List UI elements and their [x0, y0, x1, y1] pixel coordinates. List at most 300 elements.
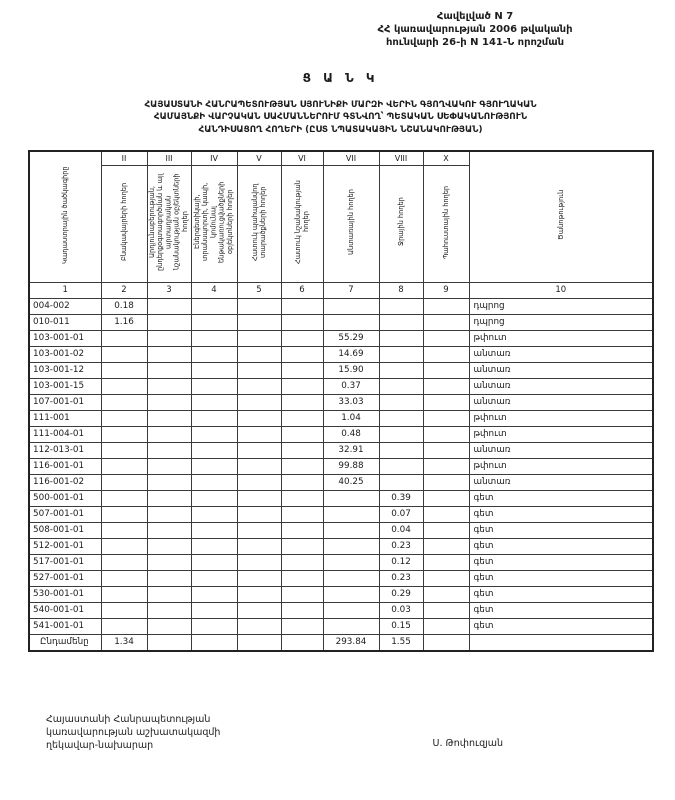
- cell: [423, 346, 469, 362]
- cell: 111-004-01: [29, 426, 101, 442]
- cell: [281, 506, 323, 522]
- col-header-text: Պահուստային հողեր: [441, 185, 450, 259]
- totals-cell: 1.55: [379, 634, 423, 651]
- cell: [147, 314, 191, 330]
- appendix-line: հունվարի 26-ի N 141-Ն որոշման: [385, 37, 565, 48]
- totals-cell: [423, 634, 469, 651]
- cell: 507-001-01: [29, 506, 101, 522]
- col-header-text: Էներգետիկայի, տրանսպորտի, կապի, կոմունալ ենթակառուցվածքների օբյեկտների հողեր: [193, 181, 235, 263]
- cell: [379, 346, 423, 362]
- col-numeral: IV: [191, 151, 237, 166]
- cell: [379, 474, 423, 490]
- cell: [191, 506, 237, 522]
- table-row: [29, 442, 653, 458]
- cell: [237, 298, 281, 314]
- cell: 15.90: [323, 362, 379, 378]
- cell: [323, 490, 379, 506]
- cell: [101, 410, 147, 426]
- cell: [237, 522, 281, 538]
- cell: [423, 570, 469, 586]
- table-row: [29, 394, 653, 410]
- cell: անտառ: [469, 442, 653, 458]
- col-header: [237, 165, 281, 282]
- cell: [281, 490, 323, 506]
- cell: [191, 586, 237, 602]
- totals-cell: Ընդամենը: [29, 634, 101, 651]
- cell: 0.15: [379, 618, 423, 634]
- cell: [147, 474, 191, 490]
- cell: գետ: [469, 586, 653, 602]
- col-header-note: [469, 151, 653, 283]
- cell: [101, 346, 147, 362]
- col-number: 3: [147, 282, 191, 298]
- cell: [101, 554, 147, 570]
- cell: գետ: [469, 554, 653, 570]
- cell: [423, 442, 469, 458]
- col-number: 8: [379, 282, 423, 298]
- col-number: 4: [191, 282, 237, 298]
- cell: թփուտ: [469, 426, 653, 442]
- cell: 0.23: [379, 570, 423, 586]
- cell: անտառ: [469, 378, 653, 394]
- cell: [147, 538, 191, 554]
- cell: [147, 554, 191, 570]
- cell: [281, 586, 323, 602]
- col-header-text: Հատուկ նշանակության հողեր: [293, 180, 310, 264]
- cell: 500-001-01: [29, 490, 101, 506]
- cell: [101, 330, 147, 346]
- cell: 0.04: [379, 522, 423, 538]
- cell: [101, 522, 147, 538]
- cell: 103-001-15: [29, 378, 101, 394]
- cell: [101, 538, 147, 554]
- table-row: [29, 538, 653, 554]
- col-number: 9: [423, 282, 469, 298]
- cell: [191, 602, 237, 618]
- col-numeral: VIII: [379, 151, 423, 166]
- cell: [237, 474, 281, 490]
- cell: [191, 362, 237, 378]
- cell: 32.91: [323, 442, 379, 458]
- cell: [323, 538, 379, 554]
- col-numeral: V: [237, 151, 281, 166]
- table-row: [29, 570, 653, 586]
- column-number-row: [29, 282, 653, 298]
- cell: [281, 458, 323, 474]
- subtitle-line: ՀԱՅԱՍՏԱՆԻ ՀԱՆՐԱՊԵՏՈՒԹՅԱՆ ՍՅՈՒՆԻՔԻ ՄԱՐԶԻ ՎԵՐԻՆ ԳՅՈՂՎԱԿՈՒ ԳՅՈՒՂԱԿԱՆ: [144, 100, 537, 110]
- cell: [423, 378, 469, 394]
- col-number: 7: [323, 282, 379, 298]
- cell: [281, 554, 323, 570]
- cell: 0.39: [379, 490, 423, 506]
- cell: [423, 522, 469, 538]
- cell: [423, 474, 469, 490]
- cell: [101, 394, 147, 410]
- cell: [323, 602, 379, 618]
- cell: [101, 474, 147, 490]
- col-header-text: Արդյունաբերության, ընդերքօգտագործման և այլ արտադրական նշանակության օբյեկտների հողեր: [148, 173, 190, 271]
- cell: [281, 442, 323, 458]
- cell: թփուտ: [469, 330, 653, 346]
- cell: 0.18: [101, 298, 147, 314]
- totals-cell: [147, 634, 191, 651]
- cell: [147, 394, 191, 410]
- signatory-title-line: ղեկավար-նախարար: [46, 739, 154, 751]
- cell: 40.25: [323, 474, 379, 490]
- col-number: 2: [101, 282, 147, 298]
- cell: 0.03: [379, 602, 423, 618]
- cell: գետ: [469, 506, 653, 522]
- cell: գետ: [469, 490, 653, 506]
- cell: [101, 618, 147, 634]
- cell: 99.88: [323, 458, 379, 474]
- cell: գետ: [469, 538, 653, 554]
- col-header: [379, 165, 423, 282]
- cell: [423, 394, 469, 410]
- cell: 517-001-01: [29, 554, 101, 570]
- cell: թփուտ: [469, 410, 653, 426]
- cell: 0.07: [379, 506, 423, 522]
- cell: [191, 554, 237, 570]
- cell: [281, 538, 323, 554]
- cell: [147, 346, 191, 362]
- cell: անտառ: [469, 474, 653, 490]
- cell: [147, 490, 191, 506]
- cell: [191, 330, 237, 346]
- cell: 0.23: [379, 538, 423, 554]
- cell: [281, 474, 323, 490]
- cell: [423, 314, 469, 330]
- cell: [281, 410, 323, 426]
- cell: 527-001-01: [29, 570, 101, 586]
- footer: [28, 714, 653, 752]
- cell: [281, 378, 323, 394]
- cell: գետ: [469, 570, 653, 586]
- cell: [323, 298, 379, 314]
- cell: 33.03: [323, 394, 379, 410]
- cell: [147, 330, 191, 346]
- cell: [423, 602, 469, 618]
- cell: անտառ: [469, 394, 653, 410]
- cell: [147, 426, 191, 442]
- cell: [237, 586, 281, 602]
- col-header: [147, 165, 191, 282]
- col-header: [101, 165, 147, 282]
- cell: [237, 618, 281, 634]
- cell: [379, 362, 423, 378]
- cell: [147, 378, 191, 394]
- cell: դպրոց: [469, 298, 653, 314]
- table-header: [29, 151, 653, 299]
- cell: [323, 586, 379, 602]
- cell: գետ: [469, 618, 653, 634]
- col-number: 1: [29, 282, 101, 298]
- cell: [379, 426, 423, 442]
- cell: [147, 458, 191, 474]
- table-row: [29, 330, 653, 346]
- cell: [237, 490, 281, 506]
- signatory-title-line: Հայաստանի Հանրապետության: [46, 713, 211, 725]
- document-title: Ց Ա Ն Կ: [302, 71, 379, 85]
- cell: [191, 618, 237, 634]
- cell: [101, 602, 147, 618]
- totals-cell: [191, 634, 237, 651]
- table-row: [29, 458, 653, 474]
- cell: 530-001-01: [29, 586, 101, 602]
- table-row: [29, 490, 653, 506]
- cell: [423, 490, 469, 506]
- cell: [423, 426, 469, 442]
- col-header: [323, 165, 379, 282]
- cell: [423, 298, 469, 314]
- cell: [423, 554, 469, 570]
- table-row: [29, 298, 653, 314]
- cell: [191, 490, 237, 506]
- cell: [237, 458, 281, 474]
- col-numeral: III: [147, 151, 191, 166]
- cell: [237, 410, 281, 426]
- cell: [237, 330, 281, 346]
- cell: [379, 378, 423, 394]
- subtitle-line: ՀԱՆԴԻՍԱՑՈՂ ՀՈՂԵՐԻ (ԸՍՏ ՆՊԱՏԱԿԱՅԻՆ ՆՇԱՆԱԿՈՒԹՅԱՆ): [198, 124, 483, 135]
- cell: [237, 378, 281, 394]
- cell: անտառ: [469, 346, 653, 362]
- cell: [147, 570, 191, 586]
- cell: [237, 346, 281, 362]
- cell: 112-013-01: [29, 442, 101, 458]
- signatory-title-line: կառավարության աշխատակազմի: [46, 726, 221, 738]
- table-row: [29, 586, 653, 602]
- cell: [423, 586, 469, 602]
- cell: [379, 298, 423, 314]
- cell: դպրոց: [469, 314, 653, 330]
- col-header-text: Բնակավայրերի հողեր: [119, 182, 128, 262]
- cell: [101, 426, 147, 442]
- subtitle-line: ՀԱՄԱՅՆՔԻ ՎԱՐՉԱԿԱՆ ՍԱՀՄԱՆՆԵՐՈՒՄ ԳՏՆՎՈՂ՝ ՊԵՏԱԿԱՆ ՍԵՓԱԿԱՆՈՒԹՅՈՒՆ: [153, 112, 528, 123]
- cell: [147, 586, 191, 602]
- table-row: [29, 378, 653, 394]
- cell: [191, 458, 237, 474]
- col-header: [423, 165, 469, 282]
- cell: [423, 330, 469, 346]
- signatory-name: Ս. Թոփուզյան: [432, 737, 503, 749]
- cell: 0.12: [379, 554, 423, 570]
- table-body: [29, 298, 653, 651]
- cell: [423, 458, 469, 474]
- col-header-text: Կադաստրային ծածկագիրը: [61, 166, 70, 264]
- cell: [237, 426, 281, 442]
- cell: [281, 426, 323, 442]
- cell: [281, 522, 323, 538]
- cell: թփուտ: [469, 458, 653, 474]
- cell: 010-011: [29, 314, 101, 330]
- cell: [281, 346, 323, 362]
- totals-cell: [237, 634, 281, 651]
- cell: անտառ: [469, 362, 653, 378]
- cell: 004-002: [29, 298, 101, 314]
- cell: 508-001-01: [29, 522, 101, 538]
- col-numeral: X: [423, 151, 469, 166]
- cell: [281, 618, 323, 634]
- cell: [147, 618, 191, 634]
- cell: [237, 570, 281, 586]
- cell: 116-001-02: [29, 474, 101, 490]
- totals-cell: [469, 634, 653, 651]
- cell: [281, 362, 323, 378]
- totals-cell: 293.84: [323, 634, 379, 651]
- cell: [191, 474, 237, 490]
- cell: 103-001-02: [29, 346, 101, 362]
- appendix-line: Հավելված N 7: [436, 11, 514, 22]
- col-numeral: VII: [323, 151, 379, 166]
- col-header-text: Անտառային հողեր: [346, 188, 355, 255]
- cell: [281, 394, 323, 410]
- cell: [379, 458, 423, 474]
- cell: [101, 458, 147, 474]
- table-row: [29, 346, 653, 362]
- table-row: [29, 410, 653, 426]
- cell: [379, 410, 423, 426]
- table-row: [29, 314, 653, 330]
- cell: 540-001-01: [29, 602, 101, 618]
- col-header: [191, 165, 237, 282]
- cell: [237, 538, 281, 554]
- cell: [237, 394, 281, 410]
- cell: [101, 490, 147, 506]
- cell: [281, 330, 323, 346]
- col-header-code: [29, 151, 101, 283]
- cell: [379, 314, 423, 330]
- cell: 1.16: [101, 314, 147, 330]
- cell: [423, 362, 469, 378]
- cell: գետ: [469, 522, 653, 538]
- col-numeral: VI: [281, 151, 323, 166]
- cell: [323, 314, 379, 330]
- cell: [101, 570, 147, 586]
- appendix-line: ՀՀ կառավարության 2006 թվականի: [377, 24, 573, 35]
- cell: [237, 506, 281, 522]
- cell: [237, 602, 281, 618]
- cell: [191, 314, 237, 330]
- col-numeral: II: [101, 151, 147, 166]
- cell: [191, 298, 237, 314]
- cell: 0.48: [323, 426, 379, 442]
- cell: 103-001-01: [29, 330, 101, 346]
- cell: [101, 442, 147, 458]
- cell: 55.29: [323, 330, 379, 346]
- cell: [281, 314, 323, 330]
- table-row: [29, 618, 653, 634]
- cell: [237, 362, 281, 378]
- col-number: 6: [281, 282, 323, 298]
- totals-cell: [281, 634, 323, 651]
- col-number: 10: [469, 282, 653, 298]
- cell: [281, 298, 323, 314]
- appendix-reference: [325, 10, 625, 49]
- cell: [323, 522, 379, 538]
- cell: [281, 570, 323, 586]
- cell: [191, 410, 237, 426]
- cell: [379, 394, 423, 410]
- cell: [147, 298, 191, 314]
- col-header-text: Ծանոթություն: [556, 189, 565, 241]
- cell: [191, 442, 237, 458]
- table-row: [29, 426, 653, 442]
- cell: [281, 602, 323, 618]
- cell: [237, 554, 281, 570]
- cell: [147, 442, 191, 458]
- land-table: [28, 150, 654, 652]
- table-row: [29, 554, 653, 570]
- table-row: [29, 522, 653, 538]
- cell: [101, 378, 147, 394]
- cell: [147, 410, 191, 426]
- cell: 103-001-12: [29, 362, 101, 378]
- cell: [423, 506, 469, 522]
- cell: [323, 618, 379, 634]
- signatory-title: [46, 714, 220, 752]
- table-row: [29, 602, 653, 618]
- cell: [237, 314, 281, 330]
- cell: 14.69: [323, 346, 379, 362]
- cell: [423, 538, 469, 554]
- col-header-text: Հատուկ պահպանվող տարածքների հողեր: [250, 183, 267, 261]
- cell: [147, 602, 191, 618]
- cell: 116-001-01: [29, 458, 101, 474]
- col-header: [281, 165, 323, 282]
- document-subtitle: [28, 99, 653, 136]
- cell: [147, 522, 191, 538]
- cell: [323, 570, 379, 586]
- cell: [237, 442, 281, 458]
- col-header-text: Ջրային հողեր: [396, 197, 405, 247]
- cell: [191, 346, 237, 362]
- cell: [423, 410, 469, 426]
- cell: [147, 506, 191, 522]
- table-row: [29, 506, 653, 522]
- totals-row: [29, 634, 653, 651]
- cell: 0.37: [323, 378, 379, 394]
- cell: [323, 506, 379, 522]
- cell: [191, 426, 237, 442]
- cell: [147, 362, 191, 378]
- cell: 0.29: [379, 586, 423, 602]
- cell: [323, 554, 379, 570]
- cell: [191, 570, 237, 586]
- cell: գետ: [469, 602, 653, 618]
- table-row: [29, 474, 653, 490]
- cell: [191, 522, 237, 538]
- numeral-row: [29, 151, 653, 166]
- cell: [101, 586, 147, 602]
- cell: 111-001: [29, 410, 101, 426]
- col-number: 5: [237, 282, 281, 298]
- cell: [191, 394, 237, 410]
- cell: [101, 506, 147, 522]
- cell: 107-001-01: [29, 394, 101, 410]
- table-row: [29, 362, 653, 378]
- cell: [191, 538, 237, 554]
- cell: [423, 618, 469, 634]
- cell: [101, 362, 147, 378]
- cell: [191, 378, 237, 394]
- cell: 512-001-01: [29, 538, 101, 554]
- cell: [379, 442, 423, 458]
- cell: 541-001-01: [29, 618, 101, 634]
- cell: 1.04: [323, 410, 379, 426]
- cell: [379, 330, 423, 346]
- totals-cell: 1.34: [101, 634, 147, 651]
